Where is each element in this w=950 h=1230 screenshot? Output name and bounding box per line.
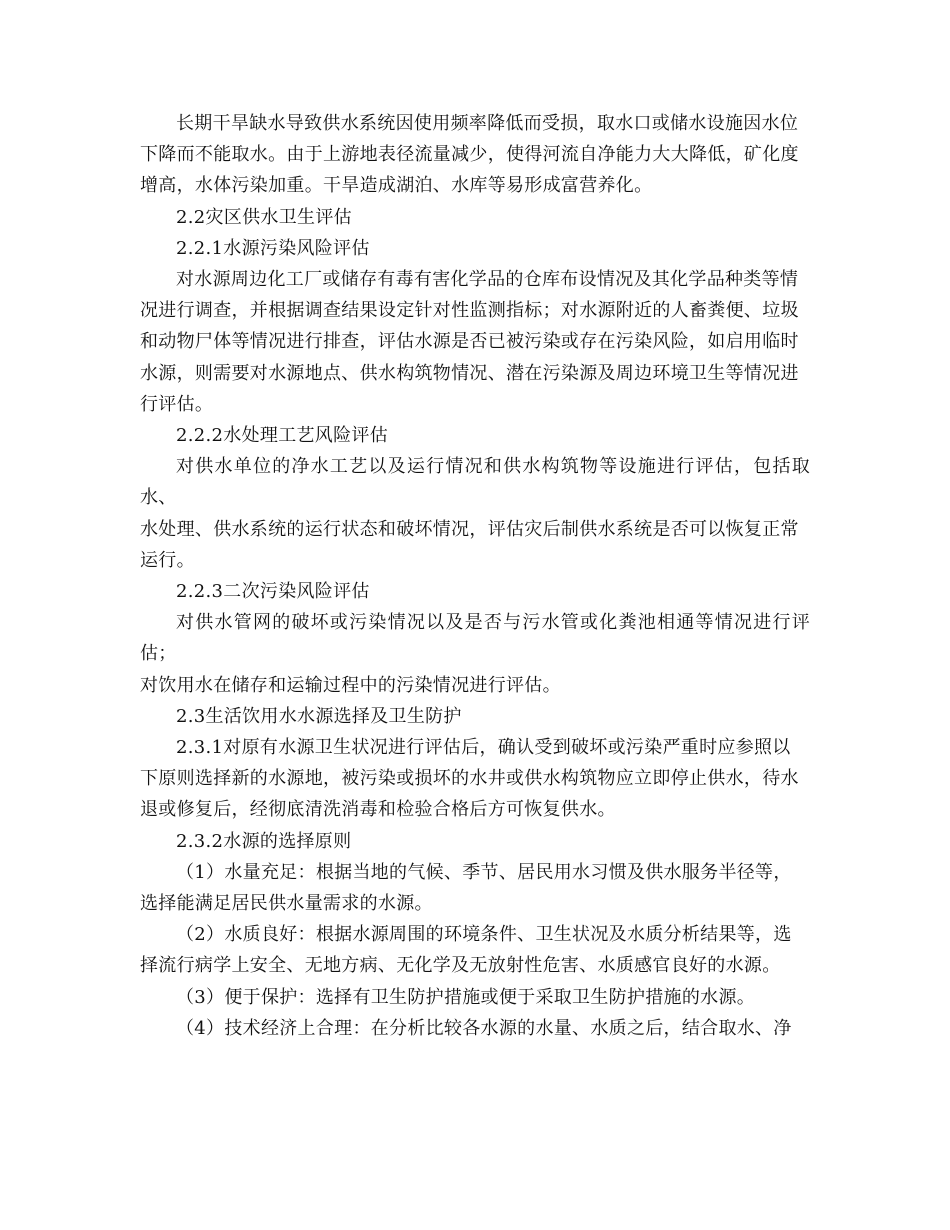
list-item-4-economics: （4）技术经济上合理：在分析比较各水源的水量、水质之后，结合取水、净: [176, 1017, 792, 1039]
heading-2-2-3: 2.2.3二次污染风险评估: [176, 581, 370, 603]
heading-2-2-2: 2.2.2水处理工艺风险评估: [176, 425, 388, 447]
heading-2-3-2: 2.3.2水源的选择原则: [176, 830, 352, 852]
paragraph-drought-impact: 长期干旱缺水导致供水系统因使用频率降低而受损，取水口或储水设施因水位 下降而不能取水。由于上游地表径流量减少，使得河流自净能力大大降低，矿化度 增高，水体污染加重。干旱造成湖泊、水库等易形成富营养化。: [140, 113, 799, 197]
list-item-3-protection: （3）便于保护：选择有卫生防护措施或便于采取卫生防护措施的水源。: [176, 986, 756, 1008]
document-body: [140, 108, 810, 1044]
heading-2-2: 2.2灾区供水卫生评估: [176, 206, 352, 228]
list-item-1-quantity: （1）水量充足：根据当地的气候、季节、居民用水习惯及供水服务半径等， 选择能满足居民供水量需求的水源。: [140, 861, 792, 915]
heading-2-2-1: 2.2.1水源污染风险评估: [176, 237, 370, 259]
heading-2-3: 2.3生活饮用水水源选择及卫生防护: [176, 705, 462, 727]
list-item-2-quality: （2）水质良好：根据水源周围的环境条件、卫生状况及水质分析结果等，选 择流行病学上安全、无地方病、无化学及无放射性危害、水质感官良好的水源。: [140, 924, 792, 977]
paragraph-treatment-process: 对供水单位的净水工艺以及运行情况和供水构筑物等设施进行评估，包括取水、 水处理、供水系统的运行状态和破坏情况，评估灾后制供水系统是否可以恢复正常 运行。: [140, 456, 810, 571]
paragraph-2-3-1: 2.3.1对原有水源卫生状况进行评估后，确认受到破坏或污染严重时应参照以 下原则选择新的水源地，被污染或损坏的水井或供水构筑物应立即停止供水，待水 退或修复后，经彻底清洗消毒和检验合格后方可恢复供水。: [140, 737, 799, 821]
paragraph-source-pollution: 对水源周边化工厂或储存有毒有害化学品的仓库布设情况及其化学品种类等情 况进行调查，并根据调查结果设定针对性监测指标；对水源附近的人畜粪便、垃圾 和动物尸体等情况进行排查，评估水源是否已被污染或存在污染风险，如启用临时 水源，则需要对水源地点、供水构筑物情况、潜在污染源及周边环境卫生等情况进 行评估。: [140, 269, 799, 415]
paragraph-secondary-pollution: 对供水管网的破坏或污染情况以及是否与污水管或化粪池相通等情况进行评估； 对饮用水在储存和运输过程中的污染情况进行评估。: [140, 612, 810, 696]
